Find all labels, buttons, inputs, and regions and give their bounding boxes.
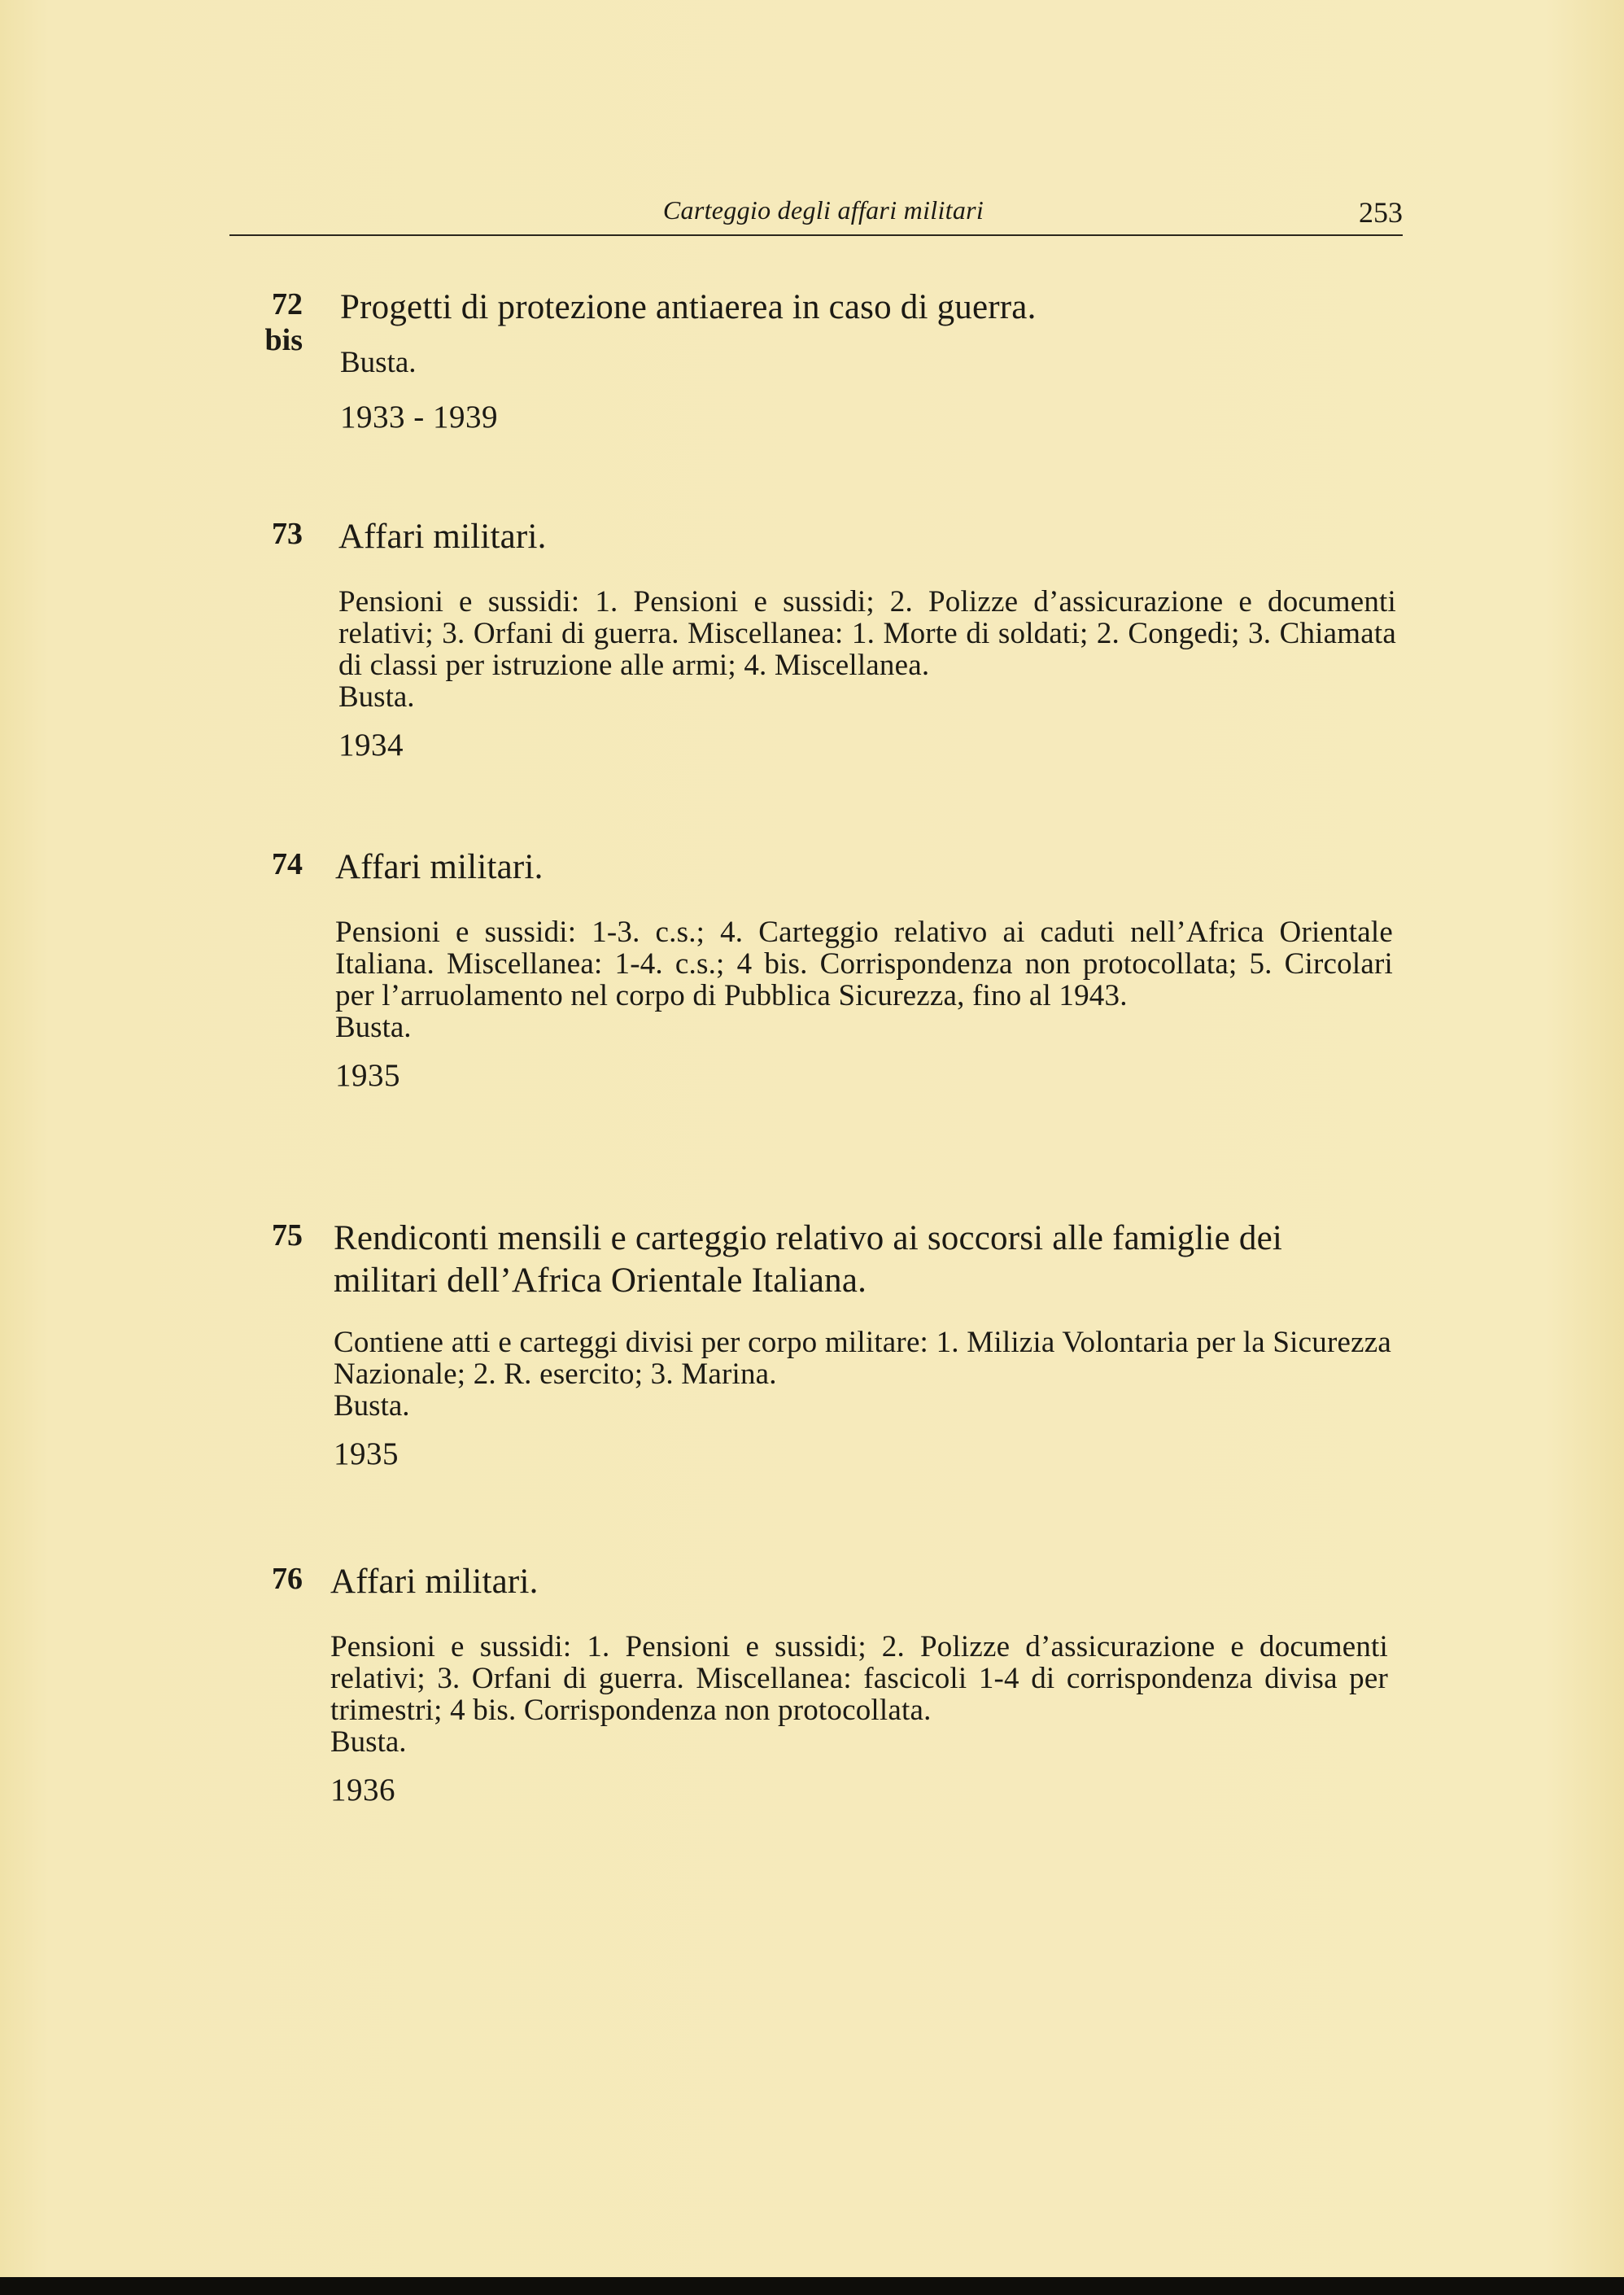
entry-description: Pensioni e sussidi: 1. Pensioni e sussidi; 2. Polizze d’assicurazione e documenti relativi; 3. Orfani di guerra. Miscellanea: 1. Morte di soldati; 2. Congedi; 3. Chiamata di classi per istruzione alle armi; 4. Miscellanea. [338,585,1396,682]
entry-date: 1936 [330,1773,395,1808]
page-number: 253 [1359,196,1403,229]
entry-title: Affari militari. [330,1563,539,1601]
entry-date: 1934 [338,728,404,763]
entry-date: 1935 [334,1436,399,1471]
entry-number [244,1217,303,1253]
entry-number [244,1561,303,1597]
entry-number [244,286,303,358]
entry-title: Affari militari. [338,518,547,556]
entry-number-value: 72 [272,287,303,321]
entry-date: 1935 [335,1058,400,1093]
entry-unit: Busta. [338,680,415,714]
entry-unit: Busta. [330,1725,407,1759]
entry-description: Pensioni e sussidi: 1-3. c.s.; 4. Carteggio relativo ai caduti nell’Africa Orientale Italiana. Miscellanea: 1-4. c.s.; 4 bis. Corrispondenza non protocollata; 5. Circolari per l’arruolamento nel corpo di Pubblica Sicurezza, fino al 1943. [335,916,1393,1012]
entry-body [338,516,1396,763]
entry-description: Contiene atti e carteggi divisi per corpo militare: 1. Milizia Volontaria per la Sicurezza Nazionale; 2. R. esercito; 3. Marina. [334,1326,1391,1391]
entry-number-value: 76 [272,1562,303,1596]
entry-title: Progetti di protezione antiaerea in caso di guerra. [340,288,1037,326]
entry-body [334,1217,1391,1472]
entry-number-value: 75 [272,1218,303,1252]
entry-unit: Busta. [334,1389,410,1423]
entry-number [244,516,303,552]
page-header [229,186,1403,236]
entry-number-suffix: bis [264,323,303,357]
entry-unit: Busta. [340,346,417,379]
entry-body [340,286,1398,435]
entry-description: Pensioni e sussidi: 1. Pensioni e sussidi; 2. Polizze d’assicurazione e documenti relativi; 3. Orfani di guerra. Miscellanea: fascicoli 1-4 di corrispondenza divisa per trimestri; 4 bis. Corrispondenza non protocollata. [330,1630,1388,1727]
entry-title: Affari militari. [335,848,544,886]
scan-bottom-edge [0,2277,1624,2295]
running-title: Carteggio degli affari militari [662,195,984,225]
entry-date: 1933 - 1939 [340,400,498,435]
entry-number-value: 74 [272,847,303,881]
entry-number [244,846,303,882]
entry-body [330,1561,1388,1808]
entry-unit: Busta. [335,1011,412,1044]
entry-body [335,846,1393,1094]
entry-number-value: 73 [272,517,303,551]
entry-title: Rendiconti mensili e carteggio relativo ai soccorsi alle famiglie dei militari dell’Africa Orientale Italiana. [334,1219,1283,1300]
